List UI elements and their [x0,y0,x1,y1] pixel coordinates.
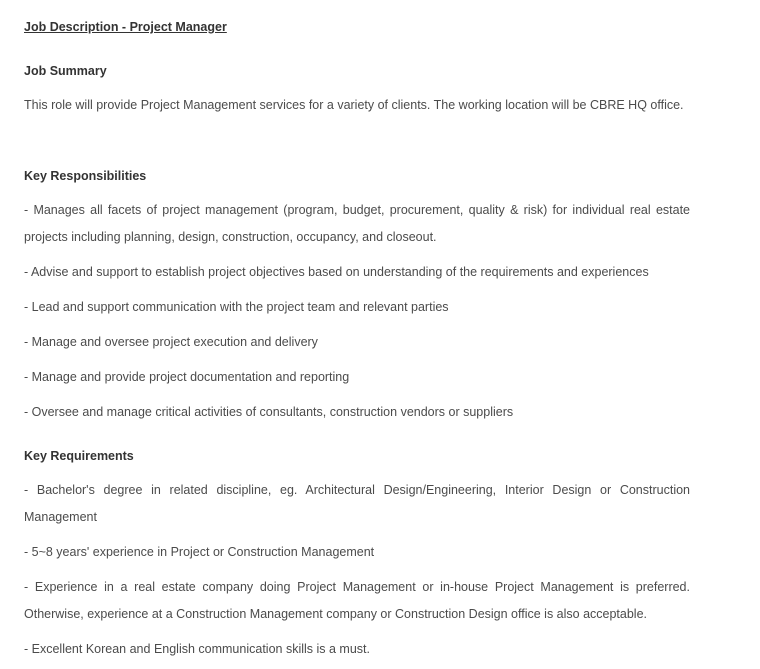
requirement-item: - Excellent Korean and English communication skills is a must. [24,642,370,656]
job-summary-heading: Job Summary [24,64,107,78]
requirement-item: - 5~8 years' experience in Project or Construction Management [24,545,375,559]
requirement-item: - Bachelor's degree in related discipline, eg. Architectural Design/Engineering, Interior Design or Construction Management [24,483,690,524]
requirement-item: - Experience in a real estate company doing Project Management or in-house Project Management is preferred. Otherwise, experience at a Construction Management company or Construction Design office is also acceptable. [24,580,690,621]
responsibility-item: - Lead and support communication with the project team and relevant parties [24,300,449,314]
job-summary-text: This role will provide Project Management services for a variety of clients. The working location will be CBRE HQ office. [24,98,684,112]
responsibility-item: - Manage and oversee project execution and delivery [24,335,318,349]
page-title: Job Description - Project Manager [24,20,227,34]
key-responsibilities-heading: Key Responsibilities [24,169,147,183]
responsibility-item: - Advise and support to establish project objectives based on understanding of the requirements and experiences [24,265,649,279]
key-requirements-heading: Key Requirements [24,449,134,463]
responsibility-item: - Manage and provide project documentation and reporting [24,370,350,384]
responsibility-item: - Manages all facets of project management (program, budget, procurement, quality & risk) for individual real estate projects including planning, design, construction, occupancy, and closeout. [24,203,690,244]
responsibility-item: - Oversee and manage critical activities of consultants, construction vendors or suppliers [24,405,514,419]
